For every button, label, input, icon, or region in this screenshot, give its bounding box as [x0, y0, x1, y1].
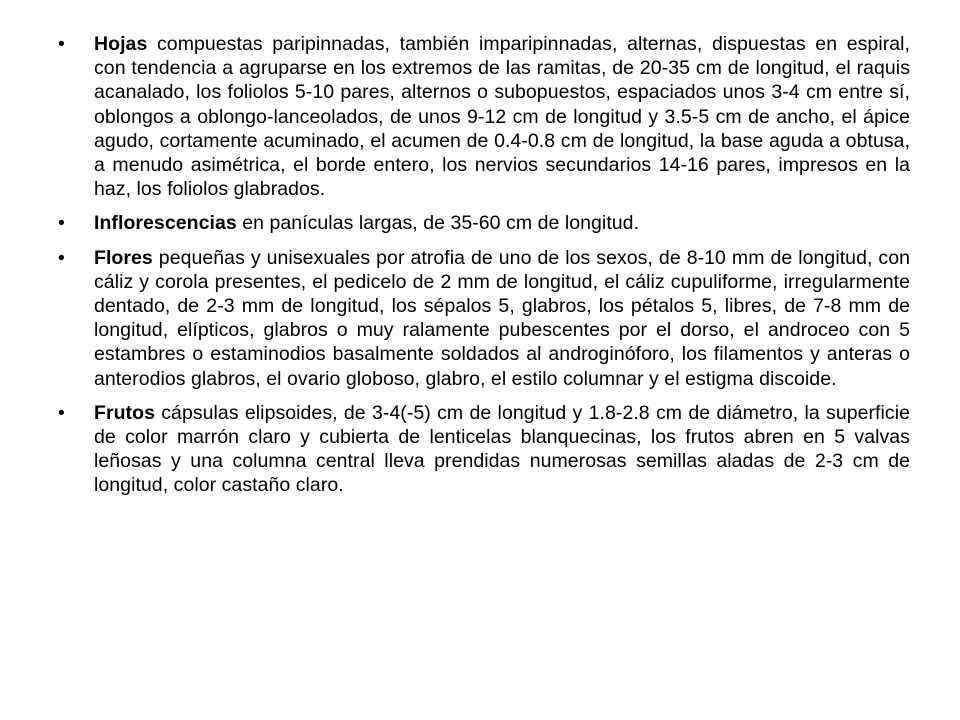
- bullet-term: Inflorescencias: [94, 212, 237, 235]
- bullet-text: compuestas paripinnadas, también imparipinnadas, alternas, dispuestas en espiral, con tendencia a agruparse en los extremos de las ramitas, de 20-35 cm de longitud, el raquis acanalado, los foliolos 5-10 pares, alternos o subopuestos, espaciados unos 3-4 cm entre sí, oblongos a oblongo-lanceolados, de unos 9-12 cm de longitud y 3.5-5 cm de ancho, el ápice agudo, cortamente acuminado, el acumen de 0.4-0.8 cm de longitud, la base aguda a obtusa, a menudo asimétrica, el borde entero, los nervios secundarios 14-16 pares, impresos en la haz, los foliolos glabrados.: [94, 33, 910, 201]
- bullet-text: pequeñas y unisexuales por atrofia de uno de los sexos, de 8-10 mm de longitud, con cáliz y corola presentes, el pedicelo de 2 mm de longitud, el cáliz cupuliforme, irregularmente dentado, de 2-3 mm de longitud, los sépalos 5, glabros, los pétalos 5, libres, de 7-8 mm de longitud, elípticos, glabros o muy ralamente pubescentes por el dorso, el androceo con 5 estambres o estaminodios basalmente soldados al androginóforo, los filamentos y anteras o anterodios glabros, el ovario globoso, glabro, el estilo columnar y el estigma discoide.: [94, 246, 910, 390]
- bullet-term: Flores: [94, 246, 153, 269]
- bullet-list: [58, 32, 910, 508]
- bullet-text: cápsulas elipsoides, de 3-4(-5) cm de longitud y 1.8-2.8 cm de diámetro, la superficie de color marrón claro y cubierta de lenticelas blanquecinas, los frutos abren en 5 valvas leñosas y una columna central lleva prendidas numerosas semillas aladas de 2-3 cm de longitud, color castaño claro.: [94, 401, 910, 497]
- bullet-item-frutos: [58, 401, 910, 498]
- bullet-item-flores: [58, 246, 910, 391]
- bullet-dot-icon: •: [58, 246, 65, 269]
- bullet-dot-icon: •: [58, 401, 65, 424]
- bullet-text: en panículas largas, de 35-60 cm de longitud.: [236, 212, 640, 235]
- bullet-dot-icon: •: [58, 212, 65, 235]
- bullet-dot-icon: •: [58, 33, 65, 55]
- bullet-item-hojas: [58, 32, 910, 201]
- bullet-term: Hojas: [94, 33, 148, 55]
- bullet-item-inflorescencias: [58, 211, 910, 235]
- bullet-term: Frutos: [94, 401, 155, 424]
